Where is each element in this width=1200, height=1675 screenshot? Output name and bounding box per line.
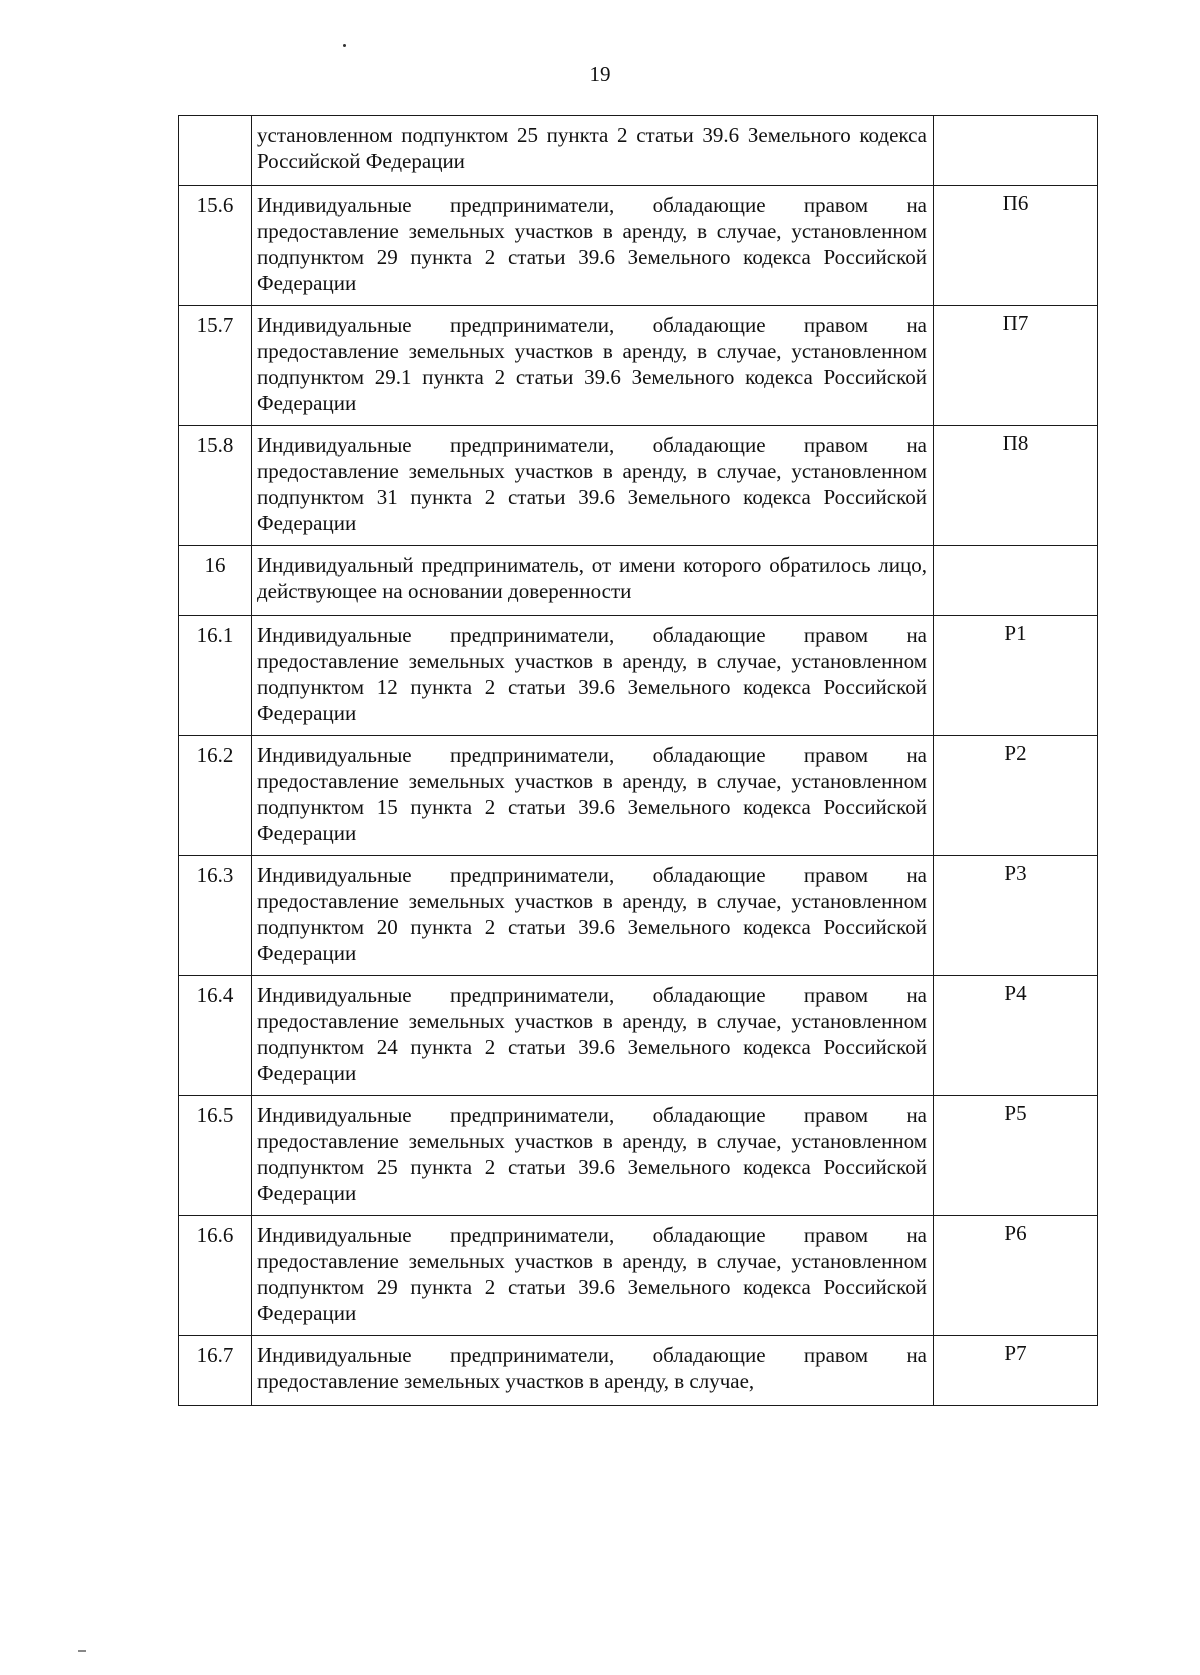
row-code: Р5	[934, 1096, 1098, 1216]
row-description: Индивидуальные предприниматели, обладающие правом на предоставление земельных участков в аренду, в случае, установленном подпунктом 20 пункта 2 статьи 39.6 Земельного кодекса Российской Федерации	[252, 856, 934, 976]
row-code: Р7	[934, 1336, 1098, 1406]
table-row	[179, 1096, 1098, 1216]
row-description: установленном подпунктом 25 пункта 2 статьи 39.6 Земельного кодекса Российской Федерации	[252, 116, 934, 186]
row-number: 15.7	[179, 306, 252, 426]
row-code: Р4	[934, 976, 1098, 1096]
row-code: Р3	[934, 856, 1098, 976]
table-row	[179, 736, 1098, 856]
table-row	[179, 616, 1098, 736]
row-description: Индивидуальные предприниматели, обладающие правом на предоставление земельных участков в аренду, в случае, установленном подпунктом 25 пункта 2 статьи 39.6 Земельного кодекса Российской Федерации	[252, 1096, 934, 1216]
row-number: 16.7	[179, 1336, 252, 1406]
row-description: Индивидуальные предприниматели, обладающие правом на предоставление земельных участков в аренду, в случае, установленном подпунктом 29.1 пункта 2 статьи 39.6 Земельного кодекса Российской Федерации	[252, 306, 934, 426]
row-description: Индивидуальные предприниматели, обладающие правом на предоставление земельных участков в аренду, в случае, установленном подпунктом 12 пункта 2 статьи 39.6 Земельного кодекса Российской Федерации	[252, 616, 934, 736]
row-code	[934, 116, 1098, 186]
row-description: Индивидуальный предприниматель, от имени которого обратилось лицо, действующее на основании доверенности	[252, 546, 934, 616]
row-code: П8	[934, 426, 1098, 546]
row-description: Индивидуальные предприниматели, обладающие правом на предоставление земельных участков в аренду, в случае,	[252, 1336, 934, 1406]
row-number: 16.3	[179, 856, 252, 976]
row-description: Индивидуальные предприниматели, обладающие правом на предоставление земельных участков в аренду, в случае, установленном подпунктом 15 пункта 2 статьи 39.6 Земельного кодекса Российской Федерации	[252, 736, 934, 856]
row-code: Р6	[934, 1216, 1098, 1336]
table-body	[179, 116, 1098, 1406]
table-row	[179, 1336, 1098, 1406]
page-number: 19	[589, 62, 611, 86]
row-code: П7	[934, 306, 1098, 426]
table-row	[179, 856, 1098, 976]
row-number: 16.6	[179, 1216, 252, 1336]
table-row	[179, 186, 1098, 306]
category-table	[178, 115, 1098, 1406]
table-row	[179, 116, 1098, 186]
row-code: Р2	[934, 736, 1098, 856]
row-description: Индивидуальные предприниматели, обладающие правом на предоставление земельных участков в аренду, в случае, установленном подпунктом 29 пункта 2 статьи 39.6 Земельного кодекса Российской Федерации	[252, 186, 934, 306]
row-number: 16	[179, 546, 252, 616]
row-description: Индивидуальные предприниматели, обладающие правом на предоставление земельных участков в аренду, в случае, установленном подпунктом 24 пункта 2 статьи 39.6 Земельного кодекса Российской Федерации	[252, 976, 934, 1096]
row-description: Индивидуальные предприниматели, обладающие правом на предоставление земельных участков в аренду, в случае, установленном подпунктом 29 пункта 2 статьи 39.6 Земельного кодекса Российской Федерации	[252, 1216, 934, 1336]
row-description: Индивидуальные предприниматели, обладающие правом на предоставление земельных участков в аренду, в случае, установленном подпунктом 31 пункта 2 статьи 39.6 Земельного кодекса Российской Федерации	[252, 426, 934, 546]
table-row	[179, 426, 1098, 546]
row-number	[179, 116, 252, 186]
table-row	[179, 1216, 1098, 1336]
row-code: П6	[934, 186, 1098, 306]
row-number: 16.1	[179, 616, 252, 736]
row-number: 15.8	[179, 426, 252, 546]
stray-dot-mark	[343, 44, 346, 47]
row-number: 15.6	[179, 186, 252, 306]
scan-mark	[78, 1650, 86, 1652]
table-row	[179, 306, 1098, 426]
row-code	[934, 546, 1098, 616]
table-row	[179, 976, 1098, 1096]
row-number: 16.2	[179, 736, 252, 856]
row-number: 16.5	[179, 1096, 252, 1216]
row-number: 16.4	[179, 976, 252, 1096]
row-code: Р1	[934, 616, 1098, 736]
table-row	[179, 546, 1098, 616]
